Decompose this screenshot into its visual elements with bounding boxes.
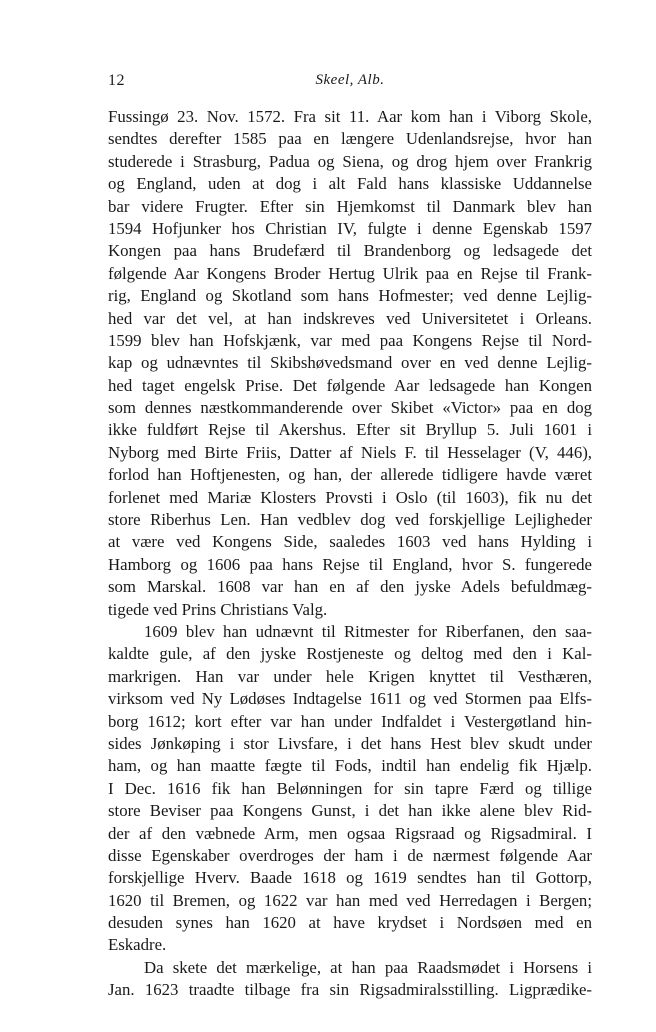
text-line: kap og udnævntes til Skibshøvedsmand over en ved denne Lejlig- xyxy=(108,353,592,373)
text-line: store Riberhus Len. Han vedblev dog ved forskjellige Lejligheder xyxy=(108,510,592,530)
text-line: sides Jønkøping i stor Livsfare, i det hans Hest blev skudt under xyxy=(108,733,592,753)
text-line: og England, uden at dog i alt Fald hans klassiske Uddannelse xyxy=(108,174,592,194)
text-line: Eskadre. xyxy=(108,935,167,955)
text-line: rig, England og Skotland som hans Hofmester; ved denne Lejlig- xyxy=(108,286,592,306)
text-line: som dennes næstkommanderende over Skibet «Victor» paa en dog xyxy=(108,398,592,418)
text-line: der af den væbnede Arm, men ogsaa Rigsraad og Rigsadmiral. I xyxy=(108,823,592,843)
text-line: desuden synes han 1620 at have krydset i Nordsøen med en xyxy=(108,913,592,933)
text-line: kaldte gule, af den jyske Rostjeneste og deltog med den i Kal- xyxy=(108,644,592,664)
text-line: tigede ved Prins Christians Valg. xyxy=(108,599,328,619)
text-line: forlenet med Mariæ Klosters Provsti i Oslo (til 1603), fik nu det xyxy=(108,487,592,507)
text-line: Kongen paa hans Brudefærd til Brandenborg og ledsagede det xyxy=(108,241,592,261)
text-line: som Marskal. 1608 var han en af den jyske Adels befuldmæg- xyxy=(108,577,592,597)
running-head: Skeel, Alb. xyxy=(315,72,385,88)
text-line: hed taget engelsk Prise. Det følgende Aar ledsagede han Kongen xyxy=(108,375,592,395)
text-line: borg 1612; kort efter var han under Indfaldet i Vestergøtland hin- xyxy=(108,711,592,731)
text-line: store Beviser paa Kongens Gunst, i det han ikke alene blev Rid- xyxy=(108,801,592,821)
text-line: disse Egenskaber overdroges der ham i de nærmest følgende Aar xyxy=(108,845,592,865)
text-line: Hamborg og 1606 paa hans Rejse til England, hvor S. fungerede xyxy=(108,554,592,574)
text-line: bar videre Frugter. Efter sin Hjemkomst til Danmark blev han xyxy=(108,196,592,216)
text-line: forskjellige Hverv. Baade 1618 og 1619 sendtes han til Gottorp, xyxy=(108,868,592,888)
text-line: at være ved Kongens Side, saaledes 1603 ved hans Hylding i xyxy=(108,532,592,552)
text-line: Nyborg med Birte Friis, Datter af Niels F. til Hesselager (V, 446), xyxy=(108,442,592,462)
text-line: Jan. 1623 traadte tilbage fra sin Rigsadmiralsstilling. Ligprædike- xyxy=(108,980,592,1000)
paragraph xyxy=(108,621,592,957)
text-line: 1599 blev han Hofskjænk, var med paa Kongens Rejse til Nord- xyxy=(108,330,592,350)
text-line: ham, og han maatte fægte til Fods, indtil han endelig fik Hjælp. xyxy=(108,756,592,776)
text-line: Fussingø 23. Nov. 1572. Fra sit 11. Aar kom han i Viborg Skole, xyxy=(108,107,592,126)
text-line: virksom ved Ny Lødøses Indtagelse 1611 og ved Stormen paa Elfs- xyxy=(108,689,592,709)
page-number: 12 xyxy=(108,72,125,89)
text-line: studerede i Strasburg, Padua og Siena, og drog hjem over Frankrig xyxy=(108,151,592,171)
body-text xyxy=(108,106,592,1002)
text-line: I Dec. 1616 fik han Belønningen for sin tapre Færd og tillige xyxy=(108,778,592,798)
text-line: 1609 blev han udnævnt til Ritmester for Riberfanen, den saa- xyxy=(144,621,592,641)
text-line: 1594 Hofjunker hos Christian IV, fulgte i denne Egenskab 1597 xyxy=(108,218,592,238)
text-line: sendtes derefter 1585 paa en længere Udenlandsrejse, hvor han xyxy=(108,129,592,149)
text-line: ikke fuldført Rejse til Akershus. Efter sit Bryllup 5. Juli 1601 i xyxy=(108,420,592,440)
text-line: markrigen. Han var under hele Krigen knyttet til Vesthæren, xyxy=(108,666,592,686)
paragraph xyxy=(108,957,592,1002)
text-line: forlod han Hoftjenesten, og han, der allerede tidligere havde været xyxy=(108,465,592,485)
text-line: Da skete det mærkelige, at han paa Raadsmødet i Horsens i xyxy=(144,957,592,977)
paragraph xyxy=(108,106,592,621)
page-header xyxy=(108,72,592,94)
text-line: 1620 til Bremen, og 1622 var han med ved Herredagen i Bergen; xyxy=(108,890,592,910)
text-line: hed var det vel, at han indskreves ved Universitetet i Orleans. xyxy=(108,308,592,328)
text-line: følgende Aar Kongens Broder Hertug Ulrik paa en Rejse til Frank- xyxy=(108,263,592,283)
